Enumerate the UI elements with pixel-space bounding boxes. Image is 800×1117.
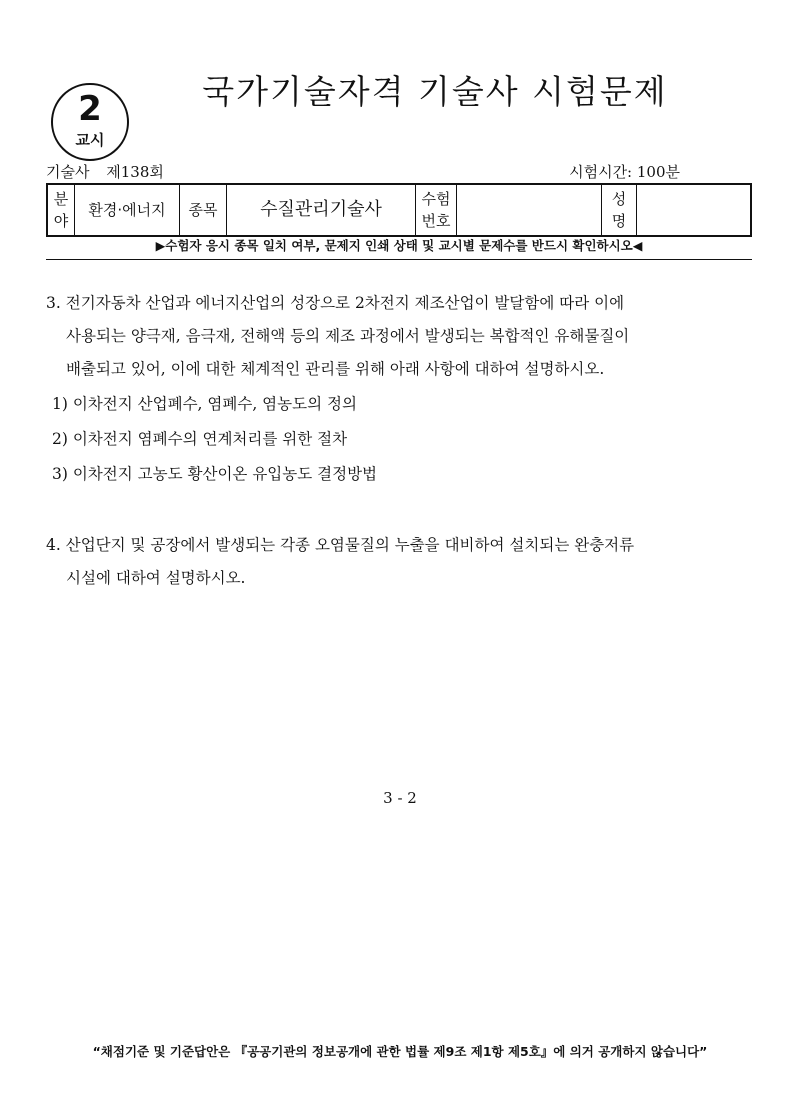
field-label-cell [47, 184, 75, 236]
exam-number-label-cell [416, 184, 457, 236]
question-line: 4. 산업단지 및 공장에서 발생되는 각종 오염물질의 누출을 대비하여 설치되는 완충저류 [46, 536, 635, 554]
subject-label: 종목 [180, 184, 227, 236]
header-divider [46, 259, 752, 260]
question-4 [46, 529, 758, 595]
sub-item: 3) 이차전지 고농도 황산이온 유입농도 결정방법 [52, 465, 378, 483]
exam-number-label-bottom: 번호 [421, 212, 451, 230]
session-number: 2 [78, 89, 102, 129]
exam-info-table [46, 183, 752, 237]
sub-item: 2) 이차전지 염폐수의 연계처리를 위한 절차 [52, 430, 348, 448]
sub-item: 1) 이차전지 산업폐수, 염폐수, 염농도의 정의 [52, 395, 357, 413]
page-number: 3 - 2 [383, 789, 417, 807]
exam-number-field[interactable] [457, 184, 602, 236]
session-label: 교시 [75, 131, 105, 149]
page-title: 국가기술자격 기술사 시험문제 [202, 72, 668, 111]
question-line: 배출되고 있어, 이에 대한 체계적인 관리를 위해 아래 사항에 대하여 설명하시오. [66, 360, 605, 378]
question-line: 사용되는 양극재, 음극재, 전해액 등의 제조 과정에서 발생되는 복합적인 유해물질이 [66, 327, 630, 345]
question-line: 시설에 대하여 설명하시오. [66, 569, 246, 587]
name-label-top: 성 [611, 190, 627, 208]
name-label-cell [602, 184, 637, 236]
field-value: 환경·에너지 [75, 184, 180, 236]
field-label-bottom: 야 [53, 212, 69, 230]
question-line: 3. 전기자동차 산업과 에너지산업의 성장으로 2차전지 제조산업이 발달함에 따라 이에 [46, 294, 625, 312]
exam-time: 시험시간: 100분 [569, 163, 680, 181]
subject-value: 수질관리기술사 [227, 184, 416, 236]
exam-meta-left [46, 162, 164, 182]
disclosure-footer: “채점기준 및 기준답안은 『공공기관의 정보공개에 관한 법률 제9조 제1항 제5호』에 의거 공개하지 않습니다” [92, 1044, 708, 1059]
exam-number-label-top: 수험 [421, 190, 451, 208]
session-badge [51, 83, 129, 161]
exam-round: 제138회 [106, 163, 164, 181]
field-label-top: 분 [53, 190, 69, 208]
question-3-sub-items [52, 387, 752, 492]
name-field[interactable] [637, 184, 752, 236]
exam-category: 기술사 [46, 163, 90, 181]
question-3 [46, 287, 758, 386]
exam-notice: ▶수험자 응시 종목 일치 여부, 문제지 인쇄 상태 및 교시별 문제수를 반드시 확인하시오◀ [155, 238, 643, 253]
name-label-bottom: 명 [611, 212, 627, 230]
